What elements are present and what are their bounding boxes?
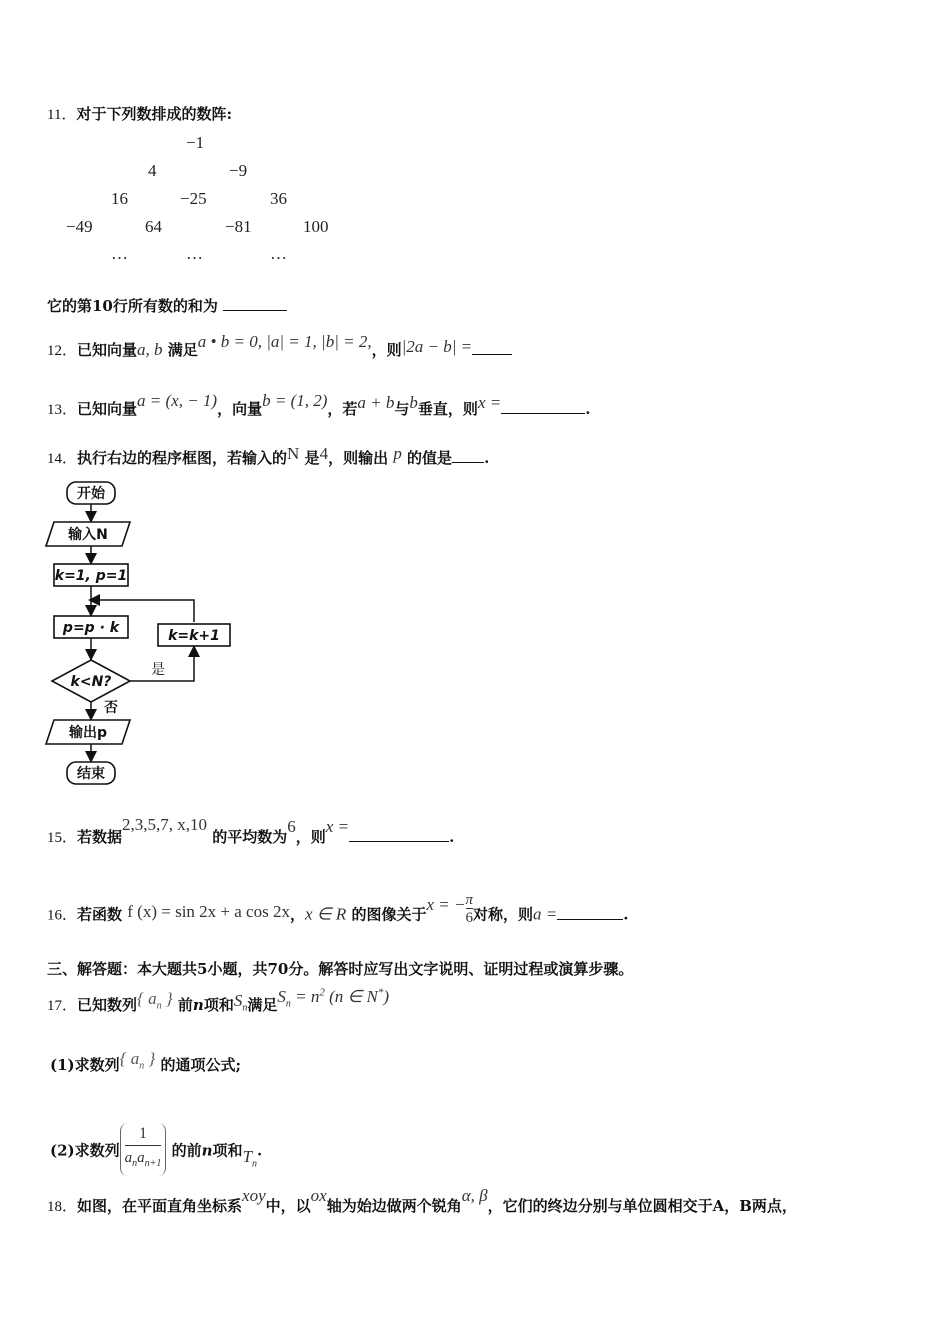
flow-output-label: 输出p [68, 725, 108, 741]
math-expression: x = [477, 393, 502, 412]
q11-question [47, 295, 287, 316]
question-text: (2)求数列 [50, 1141, 120, 1160]
question-number: 12． [47, 343, 78, 359]
math-expression: b = (1, 2) [262, 391, 328, 410]
question-text: 的前 [171, 1141, 202, 1160]
flow-init-label: k=1, p=1 [54, 568, 128, 584]
question-text: 与 [394, 400, 410, 418]
array-cell: 100 [303, 217, 329, 236]
question-text: ，则 [371, 341, 402, 359]
array-cell: −81 [225, 217, 252, 236]
q16-line: 16．若函数 f (x) = sin 2x + a cos 2x，x ∈ R 的图像关于x = − $\frac{\pi}{6}$ 对称，则a = . [47, 892, 629, 926]
question-text: 的图像关于 [351, 905, 427, 924]
math-expression: $T_n$ [242, 1146, 258, 1169]
question-text: 垂直，则 [417, 400, 478, 418]
q15-line: 15．若数据2,3,5,7, x,10 的平均数为6，则x =. [47, 815, 455, 846]
math-expression: a = (x, − 1) [137, 391, 218, 410]
array-cell: … [270, 244, 287, 263]
math-expression: x = [325, 817, 350, 836]
question-text: 执行右边的程序框图，若输入的 [77, 449, 288, 467]
question-text: (1)求数列 [50, 1056, 120, 1074]
answer-blank[interactable] [223, 296, 287, 311]
math-expression: { $a_n$ } [119, 1049, 156, 1072]
array-cell: … [186, 244, 203, 263]
answer-blank[interactable] [472, 340, 512, 355]
flowchart [40, 476, 250, 791]
math-expression: x = − [426, 894, 466, 914]
flow-yes-label: 是 [151, 662, 165, 678]
answer-blank[interactable] [501, 399, 585, 414]
math-var: S [277, 987, 286, 1006]
question-text: 中，以 [265, 1197, 311, 1215]
question-number: 14． [47, 451, 78, 467]
question-text: ， [289, 905, 305, 924]
fraction-numerator: 1 [125, 1123, 162, 1146]
question-number: 17． [47, 998, 78, 1014]
question-number: 15． [47, 830, 78, 846]
flow-end-label: 结束 [77, 766, 105, 782]
answer-blank[interactable] [557, 905, 623, 920]
flow-start-label: 开始 [77, 486, 105, 502]
math-expression: p [393, 444, 402, 463]
question-text: 轴为始边做两个锐角 [326, 1197, 462, 1215]
question-text: 它的第10行所有数的和为 [47, 297, 218, 315]
question-text: . [257, 1141, 263, 1160]
question-text: 已知数列 [77, 996, 138, 1014]
math-expression: a = [533, 904, 558, 924]
math-expression: 2,3,5,7, x,10 [122, 815, 208, 834]
question-text: ，若 [327, 400, 358, 418]
math-expression: $S_n = n^2$ (n ∈ N*) [277, 986, 390, 1010]
question-number: 13． [47, 402, 78, 418]
question-text: 若数据 [77, 828, 123, 846]
array-cell: 36 [270, 189, 287, 208]
math-var: T [242, 1146, 253, 1166]
array-cell: −25 [180, 189, 207, 208]
question-number: 18． [47, 1199, 78, 1215]
array-cell: −1 [186, 133, 205, 152]
question-text: 已知向量 [77, 400, 138, 418]
q14-line: 14．执行右边的程序框图，若输入的N 是4，则输出 p 的值是 . [47, 444, 490, 467]
math-var: n [192, 996, 204, 1014]
fraction-denominator: 6 [465, 910, 473, 926]
math-expression: a + b [357, 393, 395, 412]
array-cell: … [111, 244, 128, 263]
math-expression: a • b = 0, |a| = 1, |b| = 2, [197, 332, 372, 351]
q13-line: 13．已知向量a = (x, − 1)，向量b = (1, 2)，若a + b与b垂直，则x = . [47, 391, 591, 418]
question-number: 16． [47, 907, 78, 924]
answer-blank[interactable] [349, 827, 449, 842]
math-var: a [148, 989, 157, 1008]
math-expression: ox [310, 1186, 327, 1205]
question-text: 如图，在平面直角坐标系 [77, 1197, 243, 1215]
question-text: 的平均数为 [212, 828, 288, 846]
array-cell: −9 [229, 161, 248, 180]
question-number: 11． [47, 107, 77, 123]
flow-input-label: 输入N [68, 527, 108, 543]
answer-blank[interactable] [452, 448, 484, 463]
question-text: ，它们的终边分别与单位圆相交于A，B两点， [487, 1197, 797, 1215]
math-var: n [201, 1141, 213, 1160]
math-expression: |2a − b| = [401, 337, 473, 356]
array-cell: 4 [148, 161, 157, 180]
q17-line [47, 986, 390, 1017]
q17-part2 [50, 1125, 262, 1178]
q17-part1 [50, 1049, 242, 1077]
question-text: 满足 [167, 341, 198, 359]
flow-mult-label: p=p · k [62, 620, 120, 636]
array-cell: 64 [145, 217, 162, 236]
math-expression: xoy [242, 1186, 266, 1205]
question-text: 对于下列数排成的数阵: [76, 105, 232, 123]
math-expression: $S_n$ [233, 991, 248, 1014]
question-text: ，则输出 [328, 449, 389, 467]
math-expression: x ∈ R [305, 904, 347, 924]
question-text: 的通项公式; [160, 1056, 242, 1074]
fraction [125, 1123, 162, 1176]
question-text: ，则 [295, 828, 326, 846]
fraction-denominator: $a_na_{n+1}$ [124, 1150, 162, 1169]
math-expression: a, b [137, 340, 163, 359]
q11-line [47, 103, 232, 124]
flow-no-label: 否 [104, 700, 118, 716]
fraction-set [120, 1123, 167, 1176]
math-expression: α, β [461, 1186, 488, 1205]
question-text: 已知向量 [77, 341, 138, 359]
q12-line [47, 332, 512, 360]
fraction-numerator: π [465, 892, 474, 908]
math-expression: f (x) = sin 2x + a cos 2x [127, 901, 290, 921]
question-text: 是 [304, 449, 320, 467]
question-text: 若函数 [77, 905, 123, 924]
question-text: 项和 [203, 996, 234, 1014]
q18-line [47, 1186, 797, 1216]
math-expression: 6 [287, 817, 296, 836]
array-cell: −49 [66, 217, 93, 236]
math-var: S [233, 991, 243, 1010]
array-cell: 16 [111, 189, 128, 208]
section-heading: 三、解答题：本大题共5小题，共70分。解答时应写出文字说明、证明过程或演算步骤。 [47, 960, 634, 978]
flow-condition-label: k<N? [70, 674, 112, 690]
flow-inc-label: k=k+1 [168, 628, 220, 644]
question-text: 前 [177, 996, 193, 1014]
question-text: 的值是 [407, 449, 453, 467]
math-expression: 4 [319, 444, 329, 463]
math-expression: N [287, 444, 300, 463]
question-text: 满足 [247, 996, 278, 1014]
question-text: 项和 [212, 1141, 243, 1160]
math-expression: { $a_n$ } [137, 989, 173, 1012]
fraction [466, 892, 474, 927]
math-expression: b [409, 393, 418, 412]
question-text: 对称，则 [473, 905, 534, 924]
question-text: ，向量 [217, 400, 263, 418]
